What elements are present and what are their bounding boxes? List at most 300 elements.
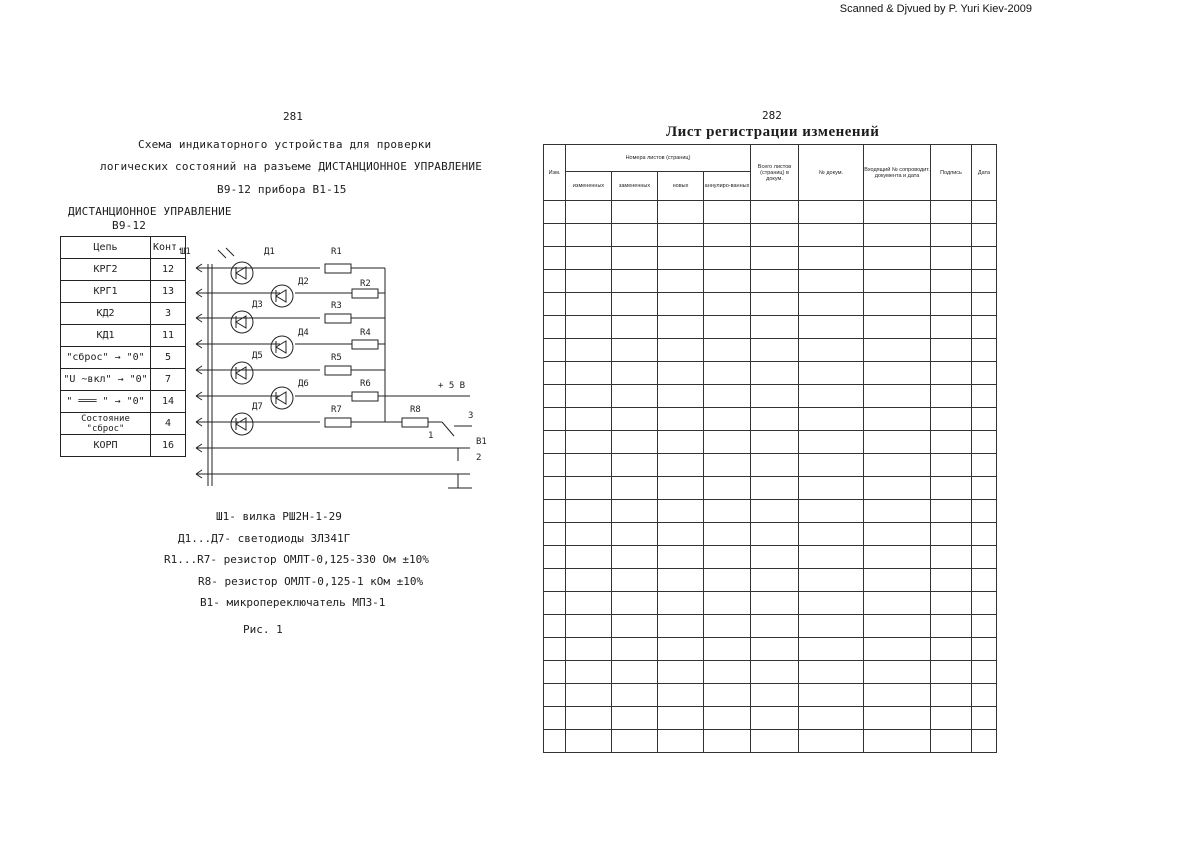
- registration-header-row-1: [544, 145, 997, 172]
- row-contact: 5: [151, 347, 186, 369]
- connector-row: [61, 369, 186, 391]
- registration-cell: [931, 730, 972, 753]
- registration-row: [544, 316, 997, 339]
- registration-cell: [566, 615, 612, 638]
- registration-cell: [566, 339, 612, 362]
- right-page-number: 282: [762, 109, 782, 122]
- registration-cell: [544, 201, 566, 224]
- label-switch-pin-1: 1: [428, 431, 434, 441]
- registration-cell: [751, 638, 799, 661]
- label-switch-pin-2: 2: [476, 453, 482, 463]
- registration-cell: [612, 500, 658, 523]
- header-incoming: Входящий № сопроводит. документа и дата: [864, 145, 931, 201]
- registration-cell: [612, 224, 658, 247]
- registration-cell: [612, 638, 658, 661]
- registration-cell: [658, 270, 704, 293]
- connector-sublabel: В9-12: [112, 219, 147, 232]
- registration-cell: [799, 201, 864, 224]
- registration-cell: [799, 638, 864, 661]
- registration-cell: [566, 684, 612, 707]
- registration-cell: [799, 293, 864, 316]
- registration-cell: [566, 707, 612, 730]
- header-signature: Подпись: [931, 145, 972, 201]
- label-r4: R4: [360, 328, 371, 338]
- registration-cell: [864, 362, 931, 385]
- registration-cell: [799, 408, 864, 431]
- registration-cell: [612, 730, 658, 753]
- registration-row: [544, 224, 997, 247]
- registration-cell: [704, 684, 751, 707]
- registration-cell: [799, 477, 864, 500]
- registration-cell: [612, 707, 658, 730]
- registration-row: [544, 270, 997, 293]
- header-contact: Конт.: [151, 237, 186, 259]
- registration-cell: [972, 316, 997, 339]
- registration-row: [544, 362, 997, 385]
- caption-line-2: логических состояний на разъеме ДИСТАНЦИОННОЕ УПРАВЛЕНИЕ: [100, 160, 483, 173]
- label-d4: Д4: [298, 328, 309, 338]
- registration-cell: [704, 730, 751, 753]
- registration-cell: [566, 362, 612, 385]
- registration-cell: [799, 615, 864, 638]
- registration-cell: [658, 201, 704, 224]
- connector-row: [61, 303, 186, 325]
- registration-cell: [931, 270, 972, 293]
- registration-cell: [544, 569, 566, 592]
- registration-cell: [864, 385, 931, 408]
- registration-cell: [704, 569, 751, 592]
- registration-row: [544, 592, 997, 615]
- registration-cell: [612, 615, 658, 638]
- registration-cell: [799, 707, 864, 730]
- registration-cell: [799, 500, 864, 523]
- label-sh1: Ш1: [180, 247, 191, 257]
- registration-cell: [704, 638, 751, 661]
- legend-resistors: R1...R7- резистор ОМЛТ-0,125-330 Ом ±10%: [164, 553, 429, 566]
- registration-cell: [972, 431, 997, 454]
- registration-cell: [931, 362, 972, 385]
- connector-row: [61, 391, 186, 413]
- registration-cell: [612, 385, 658, 408]
- registration-cell: [799, 385, 864, 408]
- row-contact: 3: [151, 303, 186, 325]
- registration-cell: [704, 339, 751, 362]
- registration-cell: [931, 247, 972, 270]
- label-d3: Д3: [252, 300, 263, 310]
- registration-cell: [751, 707, 799, 730]
- registration-cell: [799, 247, 864, 270]
- registration-cell: [751, 362, 799, 385]
- registration-cell: [931, 408, 972, 431]
- registration-cell: [751, 385, 799, 408]
- header-sheet-numbers: Номера листов (страниц): [566, 145, 751, 172]
- registration-row: [544, 730, 997, 753]
- registration-row: [544, 661, 997, 684]
- registration-cell: [566, 546, 612, 569]
- registration-cell: [799, 592, 864, 615]
- registration-cell: [612, 201, 658, 224]
- registration-cell: [544, 500, 566, 523]
- registration-row: [544, 247, 997, 270]
- registration-cell: [972, 247, 997, 270]
- registration-cell: [799, 661, 864, 684]
- registration-cell: [544, 431, 566, 454]
- registration-cell: [704, 224, 751, 247]
- registration-cell: [544, 293, 566, 316]
- registration-row: [544, 385, 997, 408]
- registration-cell: [704, 454, 751, 477]
- registration-cell: [931, 316, 972, 339]
- registration-cell: [544, 408, 566, 431]
- registration-cell: [544, 454, 566, 477]
- registration-cell: [658, 224, 704, 247]
- registration-cell: [972, 684, 997, 707]
- registration-cell: [544, 592, 566, 615]
- registration-cell: [864, 615, 931, 638]
- registration-cell: [972, 224, 997, 247]
- registration-cell: [931, 339, 972, 362]
- header-circuit: Цепь: [61, 237, 151, 259]
- registration-row: [544, 546, 997, 569]
- legend-r8: R8- резистор ОМЛТ-0,125-1 кОм ±10%: [198, 575, 424, 588]
- registration-cell: [612, 661, 658, 684]
- registration-cell: [544, 270, 566, 293]
- registration-cell: [704, 362, 751, 385]
- label-r3: R3: [331, 301, 342, 311]
- registration-cell: [931, 523, 972, 546]
- registration-cell: [972, 569, 997, 592]
- registration-cell: [612, 477, 658, 500]
- connector-table-header: [61, 237, 186, 259]
- legend-sh1: Ш1- вилка РШ2Н-1-29: [216, 510, 342, 523]
- registration-cell: [566, 316, 612, 339]
- registration-cell: [799, 546, 864, 569]
- registration-cell: [566, 270, 612, 293]
- registration-cell: [931, 661, 972, 684]
- registration-cell: [544, 684, 566, 707]
- registration-cell: [931, 592, 972, 615]
- registration-cell: [566, 569, 612, 592]
- registration-cell: [972, 339, 997, 362]
- registration-cell: [566, 730, 612, 753]
- registration-row: [544, 454, 997, 477]
- registration-cell: [704, 592, 751, 615]
- registration-body: [544, 201, 997, 753]
- registration-cell: [931, 500, 972, 523]
- registration-cell: [612, 270, 658, 293]
- left-page-number: 281: [283, 110, 303, 123]
- registration-cell: [612, 431, 658, 454]
- registration-cell: [704, 247, 751, 270]
- registration-cell: [566, 385, 612, 408]
- registration-cell: [799, 431, 864, 454]
- registration-cell: [864, 247, 931, 270]
- registration-cell: [972, 707, 997, 730]
- registration-cell: [544, 247, 566, 270]
- registration-cell: [751, 201, 799, 224]
- registration-cell: [658, 339, 704, 362]
- registration-cell: [931, 224, 972, 247]
- registration-cell: [658, 500, 704, 523]
- registration-cell: [704, 385, 751, 408]
- registration-cell: [864, 638, 931, 661]
- registration-cell: [799, 270, 864, 293]
- registration-cell: [864, 408, 931, 431]
- row-contact: 16: [151, 435, 186, 457]
- registration-cell: [751, 523, 799, 546]
- registration-cell: [612, 408, 658, 431]
- registration-cell: [658, 362, 704, 385]
- registration-cell: [612, 592, 658, 615]
- registration-cell: [972, 661, 997, 684]
- label-r7: R7: [331, 405, 342, 415]
- registration-cell: [864, 546, 931, 569]
- registration-cell: [544, 523, 566, 546]
- row-circuit: Состояние "сброс": [61, 413, 151, 435]
- registration-cell: [931, 615, 972, 638]
- registration-cell: [544, 385, 566, 408]
- registration-table: [543, 144, 997, 753]
- registration-cell: [704, 477, 751, 500]
- registration-cell: [751, 615, 799, 638]
- registration-cell: [566, 293, 612, 316]
- registration-cell: [864, 569, 931, 592]
- registration-cell: [751, 477, 799, 500]
- registration-row: [544, 500, 997, 523]
- registration-cell: [864, 224, 931, 247]
- registration-cell: [972, 638, 997, 661]
- registration-cell: [799, 569, 864, 592]
- registration-cell: [751, 592, 799, 615]
- registration-cell: [566, 523, 612, 546]
- row-circuit: "U ~вкл" → "0": [61, 369, 151, 391]
- label-d1: Д1: [264, 247, 275, 257]
- registration-cell: [751, 316, 799, 339]
- registration-cell: [972, 477, 997, 500]
- registration-cell: [658, 546, 704, 569]
- registration-cell: [544, 339, 566, 362]
- registration-cell: [658, 638, 704, 661]
- connector-row: [61, 435, 186, 457]
- registration-cell: [931, 707, 972, 730]
- row-circuit: "сброс" → "0": [61, 347, 151, 369]
- label-d5: Д5: [252, 351, 263, 361]
- registration-cell: [864, 316, 931, 339]
- registration-cell: [972, 270, 997, 293]
- registration-cell: [612, 339, 658, 362]
- registration-cell: [864, 477, 931, 500]
- label-supply: + 5 В: [438, 381, 466, 391]
- registration-cell: [566, 454, 612, 477]
- registration-cell: [704, 408, 751, 431]
- registration-cell: [566, 201, 612, 224]
- registration-cell: [864, 201, 931, 224]
- registration-cell: [658, 477, 704, 500]
- registration-cell: [612, 293, 658, 316]
- registration-row: [544, 707, 997, 730]
- registration-cell: [544, 638, 566, 661]
- registration-cell: [931, 477, 972, 500]
- registration-cell: [931, 431, 972, 454]
- registration-cell: [704, 270, 751, 293]
- registration-cell: [864, 684, 931, 707]
- registration-cell: [751, 408, 799, 431]
- figure-label: Рис. 1: [243, 623, 283, 636]
- label-d6: Д6: [298, 379, 309, 389]
- registration-cell: [704, 615, 751, 638]
- registration-cell: [864, 707, 931, 730]
- registration-cell: [799, 339, 864, 362]
- registration-cell: [704, 201, 751, 224]
- registration-cell: [799, 362, 864, 385]
- registration-cell: [799, 224, 864, 247]
- registration-row: [544, 408, 997, 431]
- registration-cell: [544, 362, 566, 385]
- registration-cell: [751, 293, 799, 316]
- header-change: Изм.: [544, 145, 566, 201]
- registration-cell: [704, 707, 751, 730]
- registration-cell: [544, 224, 566, 247]
- registration-cell: [864, 592, 931, 615]
- row-contact: 7: [151, 369, 186, 391]
- row-contact: 12: [151, 259, 186, 281]
- connector-row: [61, 259, 186, 281]
- registration-cell: [972, 546, 997, 569]
- registration-cell: [544, 477, 566, 500]
- registration-cell: [658, 684, 704, 707]
- registration-row: [544, 615, 997, 638]
- registration-cell: [544, 661, 566, 684]
- registration-cell: [864, 270, 931, 293]
- registration-cell: [612, 523, 658, 546]
- registration-cell: [658, 293, 704, 316]
- registration-cell: [704, 546, 751, 569]
- registration-cell: [751, 270, 799, 293]
- label-d7: Д7: [252, 402, 263, 412]
- registration-cell: [544, 730, 566, 753]
- registration-cell: [544, 707, 566, 730]
- header-changed: измененных: [566, 172, 612, 201]
- connector-row: [61, 281, 186, 303]
- schematic-diagram: [180, 236, 500, 496]
- registration-cell: [972, 454, 997, 477]
- label-switch-pin-3: 3: [468, 411, 474, 421]
- row-circuit: КД1: [61, 325, 151, 347]
- registration-cell: [864, 431, 931, 454]
- row-contact: 11: [151, 325, 186, 347]
- registration-cell: [658, 454, 704, 477]
- registration-cell: [972, 500, 997, 523]
- registration-cell: [566, 431, 612, 454]
- registration-cell: [931, 569, 972, 592]
- registration-cell: [751, 546, 799, 569]
- registration-cell: [658, 385, 704, 408]
- registration-cell: [751, 431, 799, 454]
- registration-row: [544, 293, 997, 316]
- registration-cell: [566, 638, 612, 661]
- registration-cell: [704, 661, 751, 684]
- caption-line-3: В9-12 прибора В1-15: [217, 183, 347, 196]
- registration-cell: [751, 500, 799, 523]
- row-circuit: КРГ1: [61, 281, 151, 303]
- registration-cell: [972, 293, 997, 316]
- label-r6: R6: [360, 379, 371, 389]
- registration-cell: [612, 247, 658, 270]
- label-switch: В1: [476, 437, 487, 447]
- connector-label: ДИСТАНЦИОННОЕ УПРАВЛЕНИЕ: [68, 205, 232, 218]
- header-annulled: аннулиро-ванных: [704, 172, 751, 201]
- registration-cell: [972, 408, 997, 431]
- right-page-title: Лист регистрации изменений: [666, 124, 880, 140]
- registration-cell: [864, 293, 931, 316]
- registration-row: [544, 684, 997, 707]
- connector-row: [61, 325, 186, 347]
- registration-cell: [612, 362, 658, 385]
- label-d2: Д2: [298, 277, 309, 287]
- registration-cell: [544, 546, 566, 569]
- registration-cell: [864, 454, 931, 477]
- registration-row: [544, 431, 997, 454]
- header-new: новых: [658, 172, 704, 201]
- registration-cell: [658, 592, 704, 615]
- registration-cell: [544, 316, 566, 339]
- registration-cell: [931, 293, 972, 316]
- label-r5: R5: [331, 353, 342, 363]
- row-circuit: КД2: [61, 303, 151, 325]
- registration-cell: [972, 385, 997, 408]
- registration-cell: [704, 523, 751, 546]
- registration-cell: [566, 224, 612, 247]
- registration-cell: [931, 201, 972, 224]
- registration-row: [544, 523, 997, 546]
- registration-cell: [612, 316, 658, 339]
- registration-cell: [751, 684, 799, 707]
- registration-cell: [658, 730, 704, 753]
- registration-cell: [799, 684, 864, 707]
- registration-cell: [864, 339, 931, 362]
- registration-row: [544, 339, 997, 362]
- registration-row: [544, 201, 997, 224]
- registration-cell: [751, 224, 799, 247]
- registration-cell: [566, 592, 612, 615]
- registration-cell: [864, 730, 931, 753]
- registration-cell: [658, 316, 704, 339]
- registration-cell: [658, 431, 704, 454]
- registration-cell: [972, 523, 997, 546]
- registration-cell: [931, 454, 972, 477]
- connector-row: [61, 347, 186, 369]
- row-circuit: КРГ2: [61, 259, 151, 281]
- registration-cell: [751, 247, 799, 270]
- registration-cell: [544, 615, 566, 638]
- registration-cell: [566, 247, 612, 270]
- registration-cell: [658, 569, 704, 592]
- registration-cell: [751, 339, 799, 362]
- row-circuit: " ═══ " → "0": [61, 391, 151, 413]
- registration-cell: [704, 431, 751, 454]
- scan-credit: Scanned & Djvued by P. Yuri Kiev-2009: [839, 3, 1032, 15]
- label-r1: R1: [331, 247, 342, 257]
- registration-cell: [972, 730, 997, 753]
- registration-cell: [931, 385, 972, 408]
- registration-row: [544, 569, 997, 592]
- registration-cell: [931, 638, 972, 661]
- registration-cell: [799, 730, 864, 753]
- registration-cell: [658, 615, 704, 638]
- registration-cell: [566, 500, 612, 523]
- row-contact: 4: [151, 413, 186, 435]
- row-contact: 13: [151, 281, 186, 303]
